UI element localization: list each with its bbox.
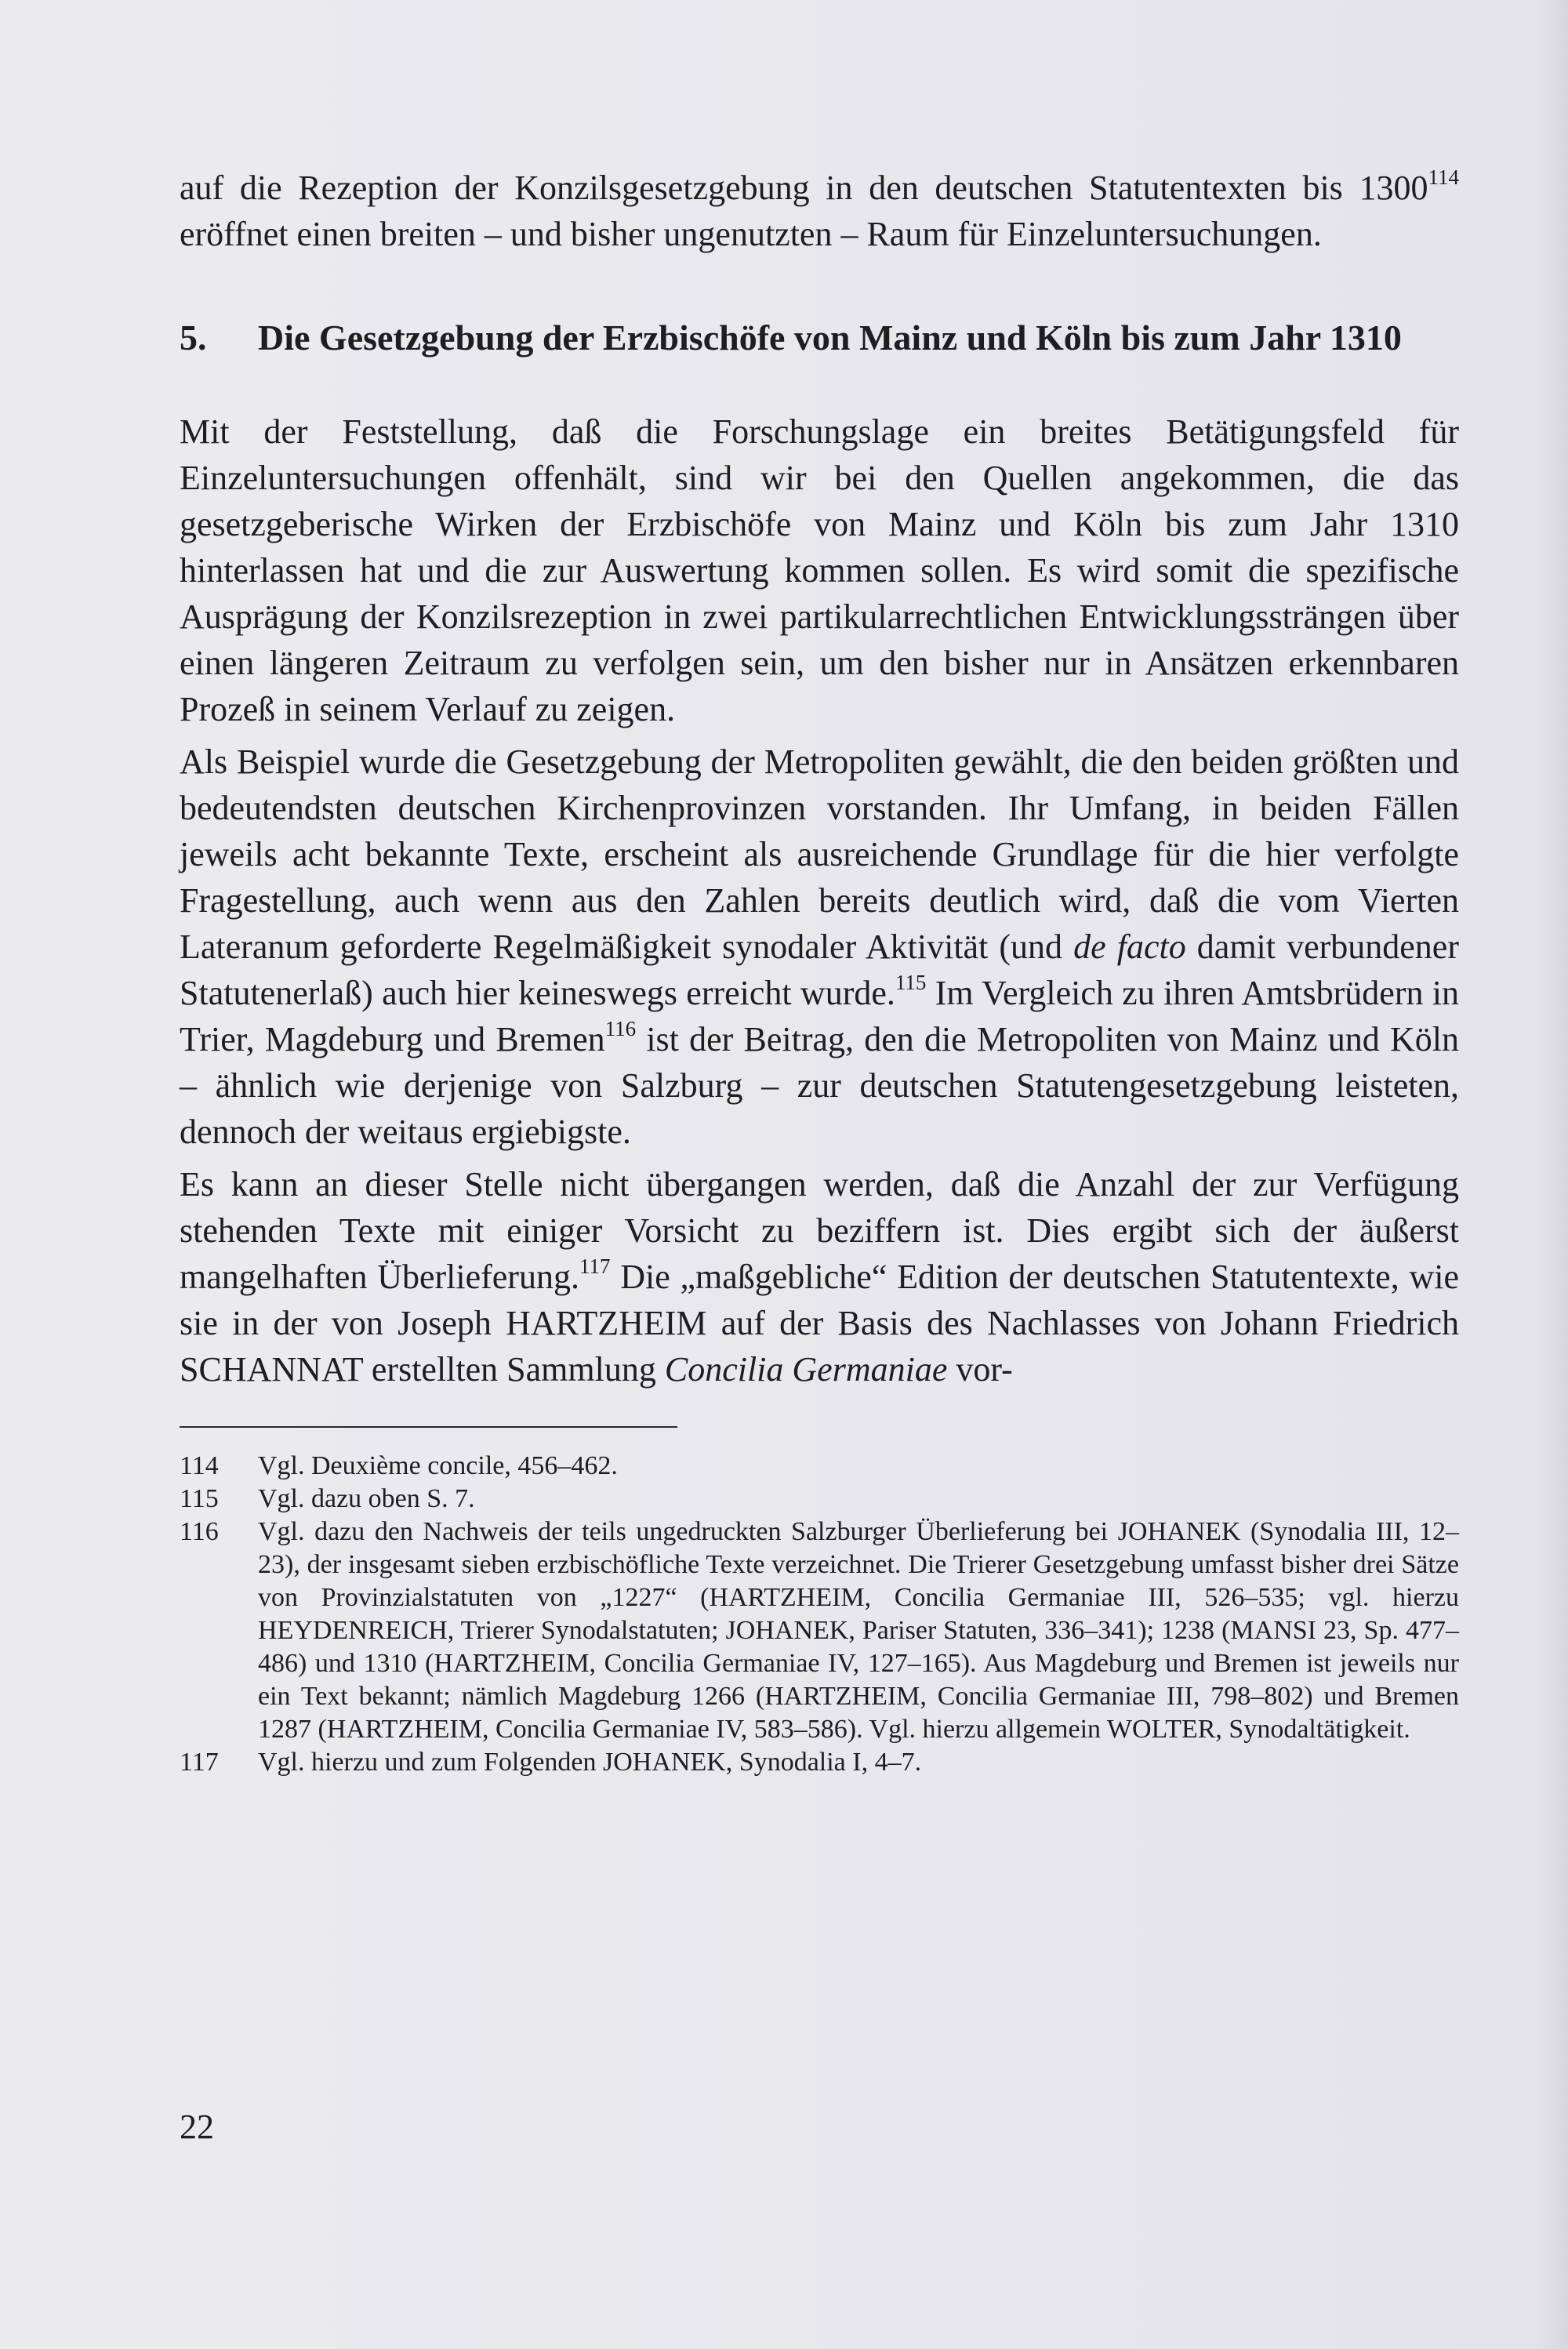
footnote-number: 116 (180, 1517, 219, 1546)
section-number: 5. (180, 318, 207, 358)
text-run: eröffnet einen breiten – und bisher ungenutzten – Raum für Einzeluntersuchungen. (180, 215, 1322, 253)
footnote-116 (180, 1516, 1459, 1746)
intro-paragraph (180, 165, 1459, 257)
footnote-number: 114 (180, 1451, 219, 1480)
footnote-text: Vgl. Deuxième concile, 456–462. (258, 1451, 618, 1480)
text-run: ist der Beitrag, den die Metropoliten von Mainz und Köln – ähnlich wie derjenige von Salzburg – zur deutschen Statutengesetzgebung leisteten, dennoch der weitaus ergiebigste. (180, 1020, 1459, 1151)
body-paragraph-1 (180, 408, 1459, 732)
italic-text: de facto (1073, 928, 1186, 966)
footnote-reference: 116 (604, 1017, 637, 1040)
footnote-number: 115 (180, 1484, 219, 1513)
footnote-divider (180, 1426, 677, 1428)
footnote-number: 117 (180, 1748, 219, 1777)
body-paragraph-2 (180, 739, 1459, 1155)
italic-text: Concilia Germaniae (664, 1350, 948, 1389)
footnote-text: Vgl. hierzu und zum Folgenden JOHANEK, Synodalia I, 4–7. (258, 1748, 922, 1777)
text-run: Es kann an dieser Stelle nicht übergangen werden, daß die Anzahl der zur Verfügung stehenden Texte mit einiger Vorsicht zu beziffern ist. Dies ergibt sich der äußerst mangelhaften Überlieferung. (180, 1165, 1459, 1296)
text-run: vor- (947, 1350, 1013, 1389)
page-content (180, 165, 1459, 1779)
text-run: Mit der Feststellung, daß die Forschungslage ein breites Betätigungsfeld für Einzeluntersuchungen offenhält, sind wir bei den Quellen angekommen, die das gesetzgeberische Wirken der Erzbischöfe von Mainz und Köln bis zum Jahr 1310 hinterlassen hat und die zur Auswertung kommen sollen. Es wird somit die spezifische Ausprägung der Konzilsrezeption in zwei partikularrechtlichen Entwicklungssträngen über einen längeren Zeitraum zu verfolgen sein, um den bisher nur in Ansätzen erkennbaren Prozeß in seinem Verlauf zu zeigen. (180, 412, 1459, 728)
text-run: Die „maßgebliche“ Edition der deutschen Statutentexte, wie sie in der von Joseph HARTZHEIM auf der Basis des Nachlasses von Johann Friedrich SCHANNAT erstellten Sammlung (180, 1258, 1459, 1389)
page-number: 22 (180, 2108, 214, 2146)
text-run: auf die Rezeption der Konzilsgesetzgebung in den deutschen Statutentexten bis 1300 (180, 169, 1428, 207)
footnote-117 (180, 1746, 1459, 1779)
footnotes (180, 1450, 1459, 1779)
section-title: Die Gesetzgebung der Erzbischöfe von Mainz und Köln bis zum Jahr 1310 (258, 318, 1402, 358)
text-run: Im Vergleich zu ihren Amtsbrüdern in Trier, Magdeburg und Bremen (180, 974, 1460, 1058)
footnote-reference: 115 (895, 971, 927, 994)
text-run: damit verbundener Statutenerlaß) auch hier keineswegs erreicht wurde. (180, 928, 1459, 1012)
section-heading (180, 314, 1459, 361)
page-edge-shading (1537, 0, 1568, 2349)
footnote-115 (180, 1483, 1459, 1516)
body-paragraph-3 (180, 1161, 1459, 1392)
text-run: Als Beispiel wurde die Gesetzgebung der Metropoliten gewählt, die den beiden größten und bedeutendsten deutschen Kirchenprovinzen vorstanden. Ihr Umfang, in beiden Fällen jeweils acht bekannte Texte, erscheint als ausreichende Grundlage für die hier verfolgte Fragestellung, auch wenn aus den Zahlen bereits deutlich wird, daß die vom Vierten Lateranum geforderte Regelmäßigkeit synodaler Aktivität (und (180, 742, 1459, 966)
footnote-reference: 114 (1428, 165, 1459, 189)
footnote-text: Vgl. dazu den Nachweis der teils ungedruckten Salzburger Überlieferung bei JOHANEK (Synodalia III, 12–23), der insgesamt sieben erzbischöfliche Texte verzeichnet. Die Trierer Gesetzgebung umfasst bisher drei Sätze von Provinzialstatuten von „1227“ (HARTZHEIM, Concilia Germaniae III, 526–535; vgl. hierzu HEYDENREICH, Trierer Synodalstatuten; JOHANEK, Pariser Statuten, 336–341); 1238 (MANSI 23, Sp. 477–486) und 1310 (HARTZHEIM, Concilia Germaniae IV, 127–165). Aus Magdeburg und Bremen ist jeweils nur ein Text bekannt; nämlich Magdeburg 1266 (HARTZHEIM, Concilia Germaniae III, 798–802) und Bremen 1287 (HARTZHEIM, Concilia Germaniae IV, 583–586). Vgl. hierzu allgemein WOLTER, Synodaltätigkeit. (258, 1517, 1459, 1744)
footnote-reference: 117 (579, 1254, 611, 1278)
footnote-text: Vgl. dazu oben S. 7. (258, 1484, 475, 1513)
footnote-114 (180, 1450, 1459, 1483)
